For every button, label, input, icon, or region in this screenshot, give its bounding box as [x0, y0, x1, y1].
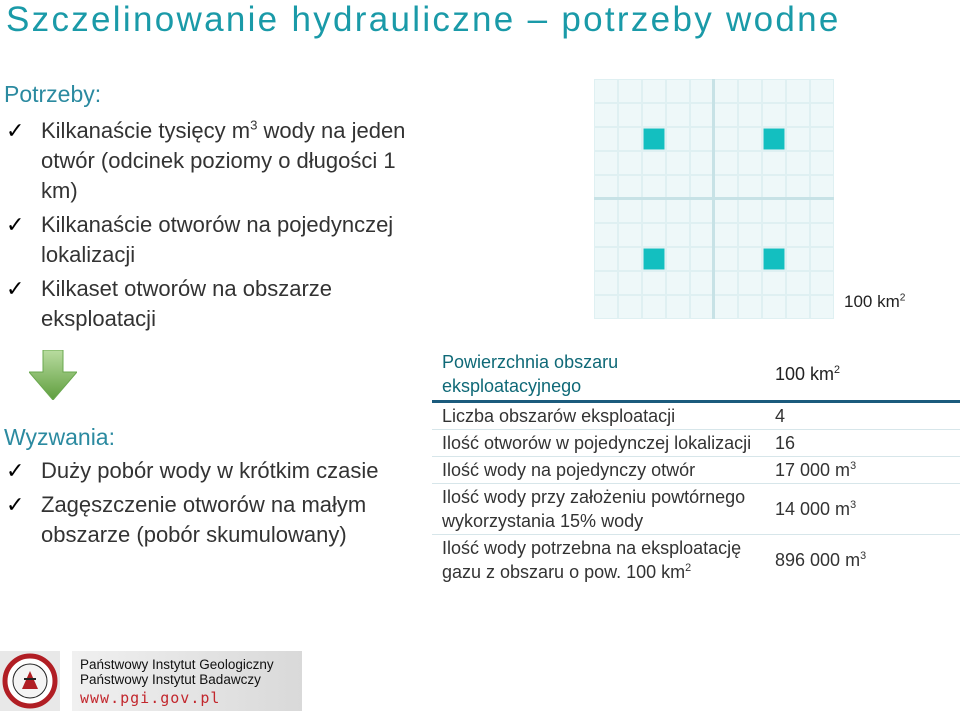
grid-cell — [691, 200, 713, 222]
grid-cell — [739, 128, 761, 150]
checkmark-icon: ✓ — [6, 492, 25, 517]
table-row — [432, 457, 960, 484]
table-row-label-text: Ilość wody na pojedynczy otwór — [442, 460, 696, 480]
table-row-value — [765, 457, 960, 484]
grid-cell — [763, 224, 785, 246]
grid-cell — [739, 176, 761, 198]
grid-cell — [715, 272, 737, 294]
table-row-label — [432, 430, 765, 457]
page-title: Szczelinowanie hydrauliczne – potrzeby wodne — [6, 0, 841, 39]
grid-cell — [787, 224, 809, 246]
table-row-label — [432, 402, 765, 430]
table-row-label-text: Ilość wody potrzebna na eksploatację gazu z obszaru o pow. 100 km — [442, 538, 742, 582]
well-pad-cell — [644, 249, 665, 270]
grid-cell — [715, 296, 737, 318]
needs-item — [6, 116, 426, 206]
grid-cell — [691, 80, 713, 102]
grid-cell — [643, 104, 665, 126]
well-pad-cell — [764, 129, 785, 150]
grid-cell — [595, 80, 617, 102]
grid-cell — [763, 80, 785, 102]
grid-cell — [619, 80, 641, 102]
table-row-label — [432, 535, 765, 586]
table-header-value-text: 100 km — [775, 364, 835, 384]
grid-cell — [667, 248, 689, 270]
needs-item-text-pre: Kilkanaście tysięcy m — [41, 118, 251, 143]
table-row-label-sup: 2 — [685, 562, 692, 574]
grid-cell — [643, 152, 665, 174]
grid-cell — [811, 272, 833, 294]
table-header-value-sup: 2 — [834, 364, 841, 376]
table-row-value-text: 17 000 m — [775, 460, 851, 480]
website-url[interactable]: www.pgi.gov.pl — [80, 689, 221, 707]
grid-cell — [643, 176, 665, 198]
grid-cell — [691, 248, 713, 270]
table-row-value-text: 4 — [775, 406, 786, 426]
table-row-value — [765, 484, 960, 535]
grid-cell — [595, 200, 617, 222]
grid-cell — [739, 272, 761, 294]
grid-cell — [643, 296, 665, 318]
grid-cell — [619, 224, 641, 246]
table-row-value — [765, 402, 960, 430]
table-row-value-text: 16 — [775, 433, 796, 453]
grid-cell — [619, 176, 641, 198]
grid-cell — [715, 80, 737, 102]
institute-name: Państwowy Instytut Geologiczny — [80, 657, 274, 672]
well-grid-diagram — [594, 79, 834, 319]
grid-cell — [787, 152, 809, 174]
grid-cell — [715, 104, 737, 126]
grid-cell — [595, 296, 617, 318]
checkmark-icon: ✓ — [6, 276, 25, 301]
needs-heading: Potrzeby: — [4, 81, 102, 107]
grid-cell — [763, 104, 785, 126]
grid-cell — [619, 128, 641, 150]
grid-cell — [787, 128, 809, 150]
grid-cell — [691, 176, 713, 198]
needs-item — [6, 274, 426, 334]
grid-cell — [643, 200, 665, 222]
grid-cell — [811, 104, 833, 126]
grid-cell — [691, 104, 713, 126]
grid-caption — [844, 292, 905, 312]
grid-cell — [787, 248, 809, 270]
grid-cell — [787, 104, 809, 126]
table-row — [432, 430, 960, 457]
grid-cell — [667, 224, 689, 246]
grid-cell — [787, 272, 809, 294]
grid-cell — [763, 176, 785, 198]
table-header-row — [432, 350, 960, 402]
grid-cell — [787, 296, 809, 318]
grid-cell — [811, 128, 833, 150]
grid-cell — [619, 104, 641, 126]
grid-cell — [739, 200, 761, 222]
grid-cell — [643, 80, 665, 102]
grid-cell — [595, 224, 617, 246]
grid-cell — [763, 152, 785, 174]
grid-cell — [691, 224, 713, 246]
grid-cell — [667, 152, 689, 174]
grid-caption-sup: 2 — [899, 292, 906, 304]
water-needs-table — [432, 350, 960, 585]
grid-cell — [787, 176, 809, 198]
grid-cell — [619, 248, 641, 270]
grid-cell — [763, 200, 785, 222]
grid-cell — [715, 248, 737, 270]
grid-cell — [763, 272, 785, 294]
checkmark-icon: ✓ — [6, 212, 25, 237]
grid-cell — [739, 80, 761, 102]
grid-cell — [619, 152, 641, 174]
table-row-label-text: Liczba obszarów eksploatacji — [442, 406, 676, 426]
table-row-value — [765, 430, 960, 457]
needs-item-text-post: wody na jeden otwór (odcinek poziomy o długości 1 km) — [41, 118, 406, 203]
grid-cell — [811, 176, 833, 198]
table-row-label-text: Ilość otworów w pojedynczej lokalizacji — [442, 433, 752, 453]
table-row-value-sup: 3 — [850, 460, 857, 472]
grid-cell — [667, 176, 689, 198]
checkmark-icon: ✓ — [6, 118, 25, 143]
grid-cell — [595, 248, 617, 270]
grid-cell — [619, 272, 641, 294]
pgi-logo-icon — [0, 651, 60, 711]
grid-cell — [595, 152, 617, 174]
grid-cell — [691, 128, 713, 150]
table-row-label — [432, 484, 765, 535]
table-row — [432, 484, 960, 535]
grid-cell — [691, 152, 713, 174]
grid-cell — [811, 200, 833, 222]
grid-cell — [691, 272, 713, 294]
grid-cell — [739, 152, 761, 174]
grid-cell — [595, 128, 617, 150]
challenges-item-text: Duży pobór wody w krótkim czasie — [41, 458, 379, 483]
grid-cell — [739, 248, 761, 270]
grid-cell — [667, 296, 689, 318]
grid-cell — [715, 128, 737, 150]
grid-cell — [811, 296, 833, 318]
grid-cell — [667, 80, 689, 102]
table-header-label: Powierzchnia obszaru eksploatacyjnego — [432, 350, 765, 402]
challenges-list — [6, 456, 426, 554]
grid-cell — [595, 104, 617, 126]
institute-subtitle: Państwowy Instytut Badawczy — [80, 672, 261, 687]
needs-item — [6, 210, 426, 270]
grid-cell — [595, 272, 617, 294]
table-row-value-sup: 3 — [850, 499, 857, 511]
checkmark-icon: ✓ — [6, 458, 25, 483]
grid-cell — [643, 224, 665, 246]
needs-item-sup: 3 — [250, 117, 258, 133]
needs-list — [6, 116, 426, 338]
grid-cell — [811, 152, 833, 174]
grid-divider-horizontal — [594, 197, 834, 200]
grid-cell — [739, 296, 761, 318]
grid-cell — [619, 296, 641, 318]
grid-cell — [811, 248, 833, 270]
table-row-value-text: 896 000 m — [775, 550, 861, 570]
grid-cell — [691, 296, 713, 318]
needs-item-text: Kilkaset otworów na obszarze eksploatacji — [41, 276, 333, 331]
grid-cell — [715, 224, 737, 246]
down-arrow-icon — [29, 350, 77, 400]
grid-cell — [787, 200, 809, 222]
challenges-heading: Wyzwania: — [4, 424, 115, 450]
table-row — [432, 402, 960, 430]
challenges-item-text: Zagęszczenie otworów na małym obszarze (pobór skumulowany) — [41, 492, 367, 547]
grid-cell — [787, 80, 809, 102]
grid-cell — [667, 128, 689, 150]
grid-cell — [715, 152, 737, 174]
challenges-item — [6, 490, 426, 550]
grid-cell — [643, 272, 665, 294]
needs-item-text: Kilkanaście otworów na pojedynczej lokalizacji — [41, 212, 394, 267]
grid-cell — [739, 104, 761, 126]
grid-caption-text: 100 km — [844, 292, 900, 311]
grid-cell — [667, 272, 689, 294]
grid-cell — [595, 176, 617, 198]
grid-cell — [763, 296, 785, 318]
grid-cell — [739, 224, 761, 246]
grid-cell — [811, 224, 833, 246]
grid-cell — [715, 200, 737, 222]
grid-cell — [667, 104, 689, 126]
table-row-value-text: 14 000 m — [775, 499, 851, 519]
table-header-value — [765, 350, 960, 402]
well-pad-cell — [764, 249, 785, 270]
table-row-value-sup: 3 — [860, 550, 867, 562]
grid-cell — [811, 80, 833, 102]
table-row — [432, 535, 960, 586]
table-row-label-text: Ilość wody przy założeniu powtórnego wykorzystania 15% wody — [442, 487, 746, 531]
grid-cell — [619, 200, 641, 222]
grid-cell — [667, 200, 689, 222]
grid-cell — [715, 176, 737, 198]
table-row-value — [765, 535, 960, 586]
well-pad-cell — [644, 129, 665, 150]
challenges-item — [6, 456, 426, 486]
table-row-label — [432, 457, 765, 484]
